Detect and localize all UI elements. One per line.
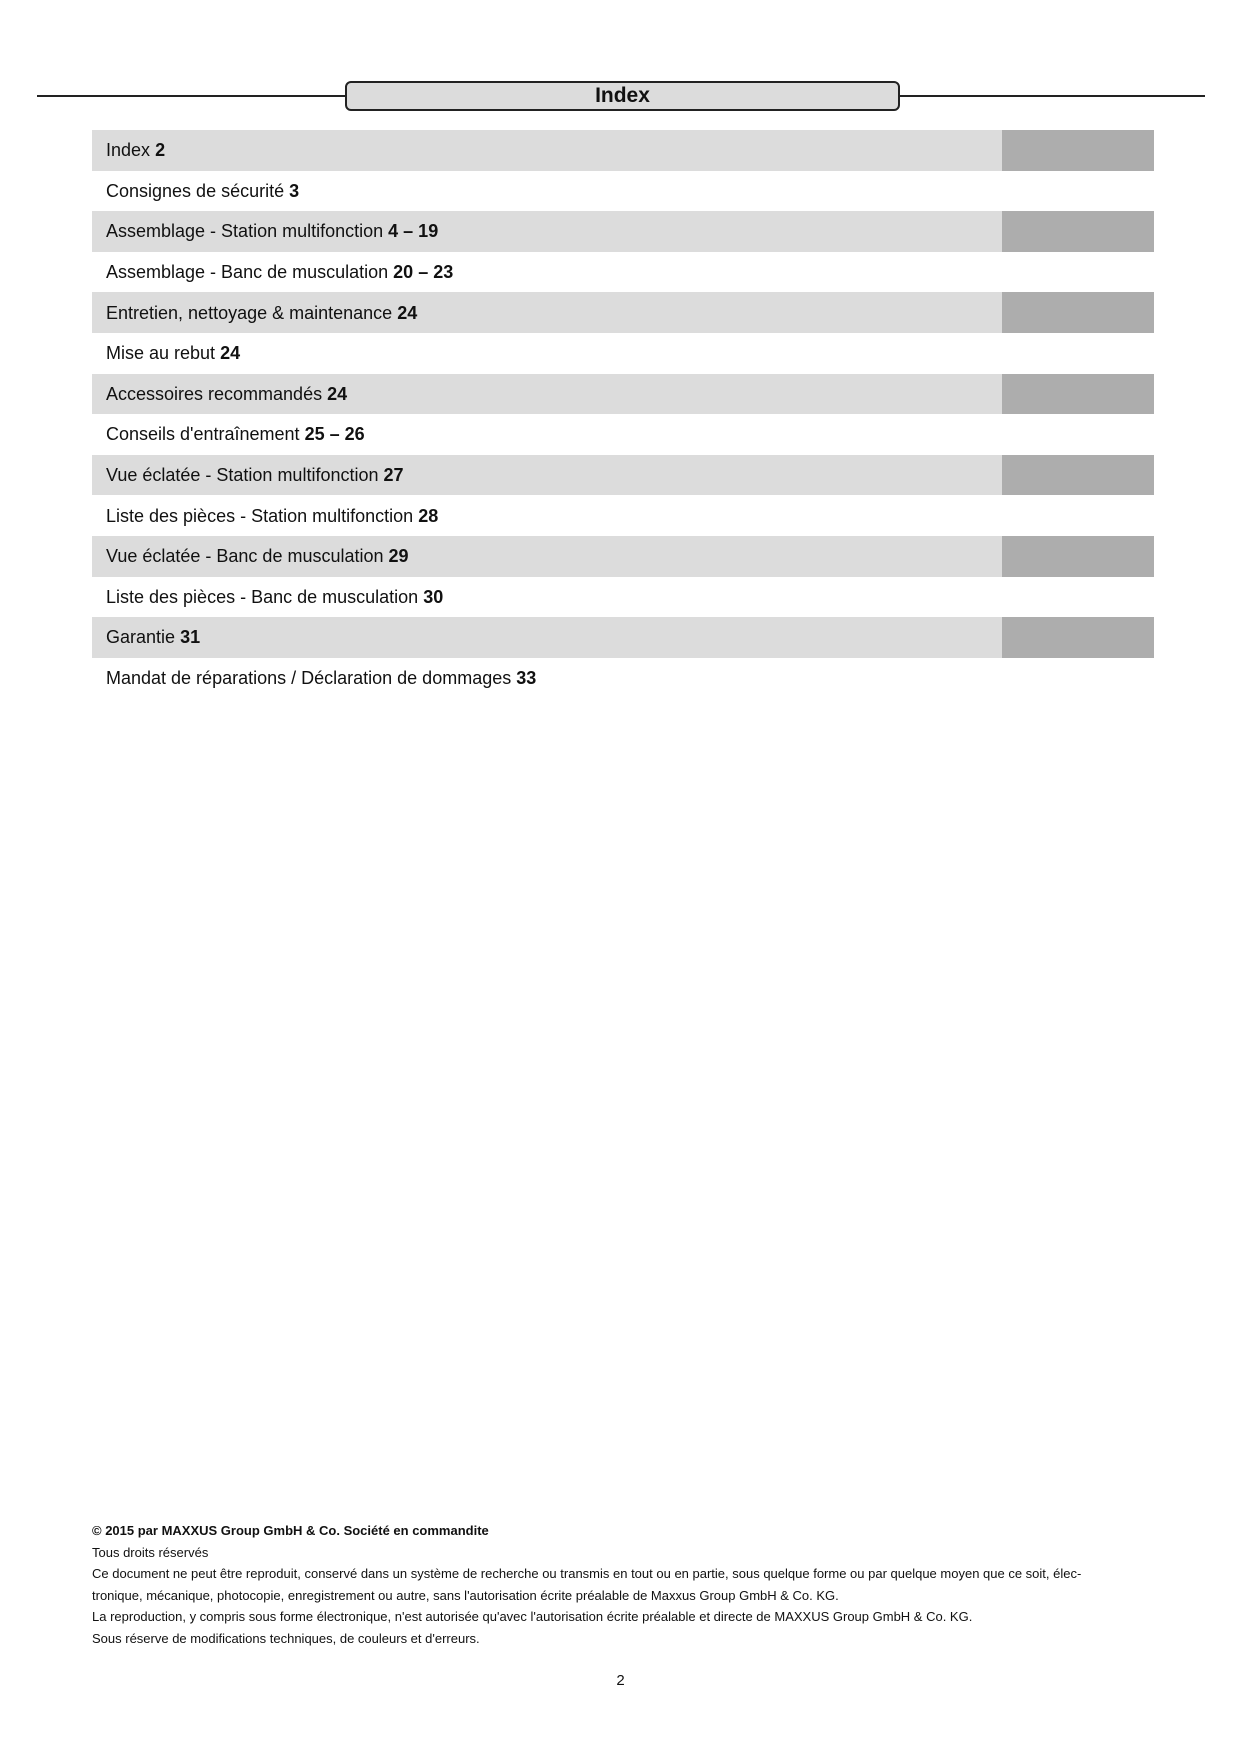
toc-entry xyxy=(92,342,240,364)
toc-row[interactable] xyxy=(92,536,1154,577)
toc-page: 4 – 19 xyxy=(388,221,439,242)
toc-tab-marker xyxy=(1002,617,1154,658)
toc-entry xyxy=(92,586,443,608)
toc-entry xyxy=(92,261,453,283)
toc-row[interactable] xyxy=(92,171,1154,212)
toc-tab-marker xyxy=(1002,292,1154,333)
toc-label: Mandat de réparations / Déclaration de dommages xyxy=(106,668,512,689)
toc-label: Vue éclatée - Station multifonction xyxy=(106,465,379,486)
toc-page: 2 xyxy=(155,140,166,161)
toc-label: Index xyxy=(106,140,151,161)
toc-entry xyxy=(92,383,347,405)
toc-tab-marker xyxy=(1002,211,1154,252)
toc-label: Entretien, nettoyage & maintenance xyxy=(106,302,393,323)
toc-row[interactable] xyxy=(92,333,1154,374)
toc-row[interactable] xyxy=(92,617,1154,658)
toc-label: Assemblage - Banc de musculation xyxy=(106,262,389,283)
toc-entry xyxy=(92,180,299,202)
toc-page: 24 xyxy=(327,383,348,404)
toc-entry xyxy=(92,505,438,527)
legal-line: tronique, mécanique, photocopie, enregistrement ou autre, sans l'autorisation écrite préalable de Maxxus Group GmbH & Co. KG. xyxy=(92,1587,839,1603)
toc-page: 29 xyxy=(388,546,409,567)
copyright-line: © 2015 par MAXXUS Group GmbH & Co. Société en commandite xyxy=(92,1523,489,1538)
toc-row[interactable] xyxy=(92,414,1154,455)
toc-label: Liste des pièces - Station multifonction xyxy=(106,505,414,526)
toc-entry xyxy=(92,626,200,648)
toc-row[interactable] xyxy=(92,130,1154,171)
toc-label: Accessoires recommandés xyxy=(106,383,323,404)
toc-row[interactable] xyxy=(92,292,1154,333)
toc-page: 31 xyxy=(180,627,201,648)
page-title: Index xyxy=(345,81,900,111)
toc-entry xyxy=(92,302,417,324)
toc-tab-marker xyxy=(1002,455,1154,496)
toc-entry xyxy=(92,139,165,161)
toc-page: 24 xyxy=(220,343,241,364)
legal-line: La reproduction, y compris sous forme électronique, n'est autorisée qu'avec l'autorisation écrite préalable et directe de MAXXUS Group GmbH & Co. KG. xyxy=(92,1609,973,1625)
toc-page: 28 xyxy=(418,505,439,526)
toc-tab-marker xyxy=(1002,130,1154,171)
toc-label: Assemblage - Station multifonction xyxy=(106,221,384,242)
toc-page: 25 – 26 xyxy=(304,424,365,445)
toc-label: Conseils d'entraînement xyxy=(106,424,300,445)
toc-entry xyxy=(92,545,409,567)
toc-tab-marker xyxy=(1002,536,1154,577)
toc-page: 33 xyxy=(516,668,537,689)
table-of-contents xyxy=(92,130,1154,698)
toc-label: Liste des pièces - Banc de musculation xyxy=(106,586,419,607)
toc-row[interactable] xyxy=(92,658,1154,699)
legal-line: Tous droits réservés xyxy=(92,1544,209,1560)
toc-entry xyxy=(92,423,365,445)
toc-entry xyxy=(92,220,438,242)
toc-row[interactable] xyxy=(92,455,1154,496)
toc-label: Vue éclatée - Banc de musculation xyxy=(106,546,384,567)
toc-page: 30 xyxy=(423,586,444,607)
legal-line: Sous réserve de modifications techniques, de couleurs et d'erreurs. xyxy=(92,1630,480,1646)
toc-row[interactable] xyxy=(92,495,1154,536)
toc-row[interactable] xyxy=(92,374,1154,415)
toc-row[interactable] xyxy=(92,211,1154,252)
legal-line: Ce document ne peut être reproduit, conservé dans un système de recherche ou transmis en tout ou en partie, sous quelque forme ou par quelque moyen que ce soit, élec- xyxy=(92,1566,1082,1582)
toc-page: 24 xyxy=(397,302,418,323)
toc-row[interactable] xyxy=(92,252,1154,293)
toc-row[interactable] xyxy=(92,577,1154,618)
toc-label: Mise au rebut xyxy=(106,343,216,364)
page-number: 2 xyxy=(616,1672,625,1689)
toc-page: 20 – 23 xyxy=(393,262,454,283)
toc-entry xyxy=(92,464,404,486)
toc-label: Garantie xyxy=(106,627,176,648)
toc-tab-marker xyxy=(1002,374,1154,415)
toc-page: 27 xyxy=(383,465,404,486)
toc-label: Consignes de sécurité xyxy=(106,180,285,201)
toc-entry xyxy=(92,667,536,689)
toc-page: 3 xyxy=(289,180,300,201)
legal-notice xyxy=(92,1520,1162,1650)
